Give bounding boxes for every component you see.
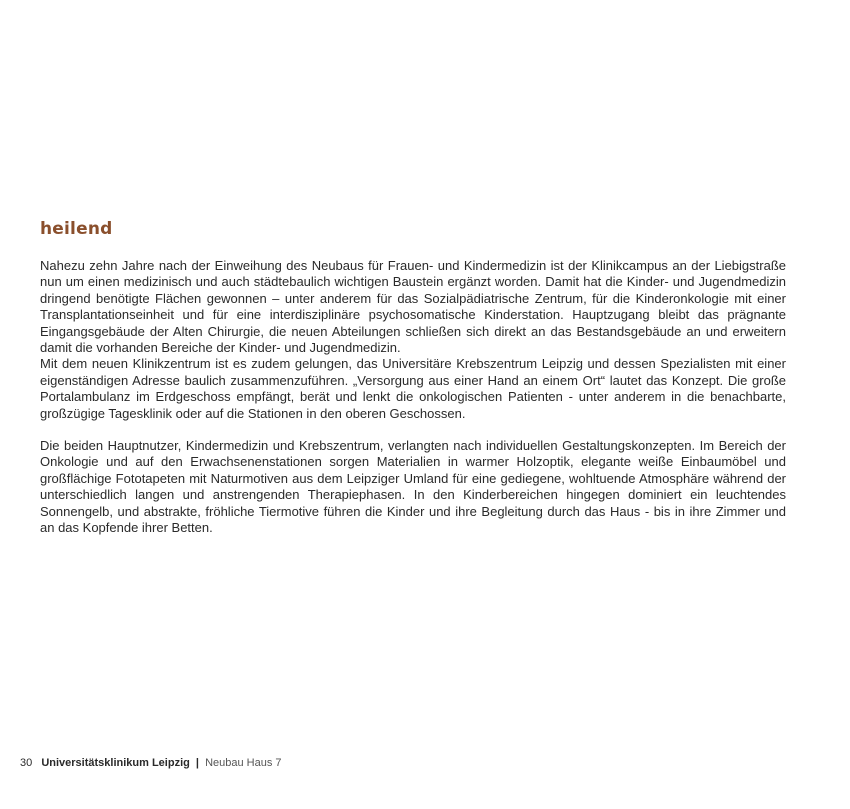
- body-text: [40, 258, 786, 537]
- footer-separator: |: [195, 757, 199, 769]
- paragraph-1: Nahezu zehn Jahre nach der Einweihung des Neubaus für Frauen- und Kindermedizin ist der Klinikcampus an der Liebigstraße nun um einen medizinisch und auch städtebaulich wichtigen Baustein ergänzt worden. Damit hat die Kinder- und Jugendmedizin dringend benötigte Flächen gewonnen – unter anderem für das Sozialpädiatrische Zentrum, für die Kinderonkologie mit einer Transplantationseinheit und für eine interdisziplinäre psychosomatische Kinderstation. Hauptzugang bleibt das prägnante Eingangsgebäude der Alten Chirurgie, die neuen Abteilungen schließen sich direkt an das Bestandsgebäude an und erweitern damit die vorhanden Bereiche der Kinder- und Jugendmedizin.: [40, 258, 786, 356]
- page-number: 30: [20, 757, 33, 769]
- footer-brand: Universitätsklinikum Leipzig: [41, 757, 190, 769]
- paragraph-3: Die beiden Hauptnutzer, Kindermedizin und Krebszentrum, verlangten nach individuellen Gestaltungskonzepten. Im Bereich der Onkologie und auf den Erwachsenenstationen sorgen Materialien in warmer Holzoptik, elegante weiße Einbaumöbel und großflächige Fototapeten mit Naturmotiven aus dem Leipziger Umland für eine gediegene, wohltuende Atmosphäre während der unterschiedlich langen und anstrengenden Therapiephasen. In den Kinderbereichen hingegen dominiert ein leuchtendes Sonnengelb, und abstrakte, fröhliche Tiermotive führen die Kinder und ihre Begleitung durch das Haus - bis in ihre Zimmer und an das Kopfende ihrer Betten.: [40, 438, 786, 536]
- section-heading: heilend: [40, 219, 113, 239]
- page-footer: [20, 757, 282, 769]
- footer-subtitle: Neubau Haus 7: [205, 757, 282, 769]
- paragraph-2: Mit dem neuen Klinikzentrum ist es zudem gelungen, das Universitäre Krebszentrum Leipzig und dessen Spezialisten mit einer eigenständigen Adresse baulich zusammenzuführen. „Versorgung aus einer Hand an einem Ort“ lautet das Konzept. Die große Portalambulanz im Erdgeschoss empfängt, berät und lenkt die onkologischen Patienten - unter anderem in die benachbarte, großzügige Tagesklinik oder auf die Stationen in den oberen Geschossen.: [40, 356, 786, 421]
